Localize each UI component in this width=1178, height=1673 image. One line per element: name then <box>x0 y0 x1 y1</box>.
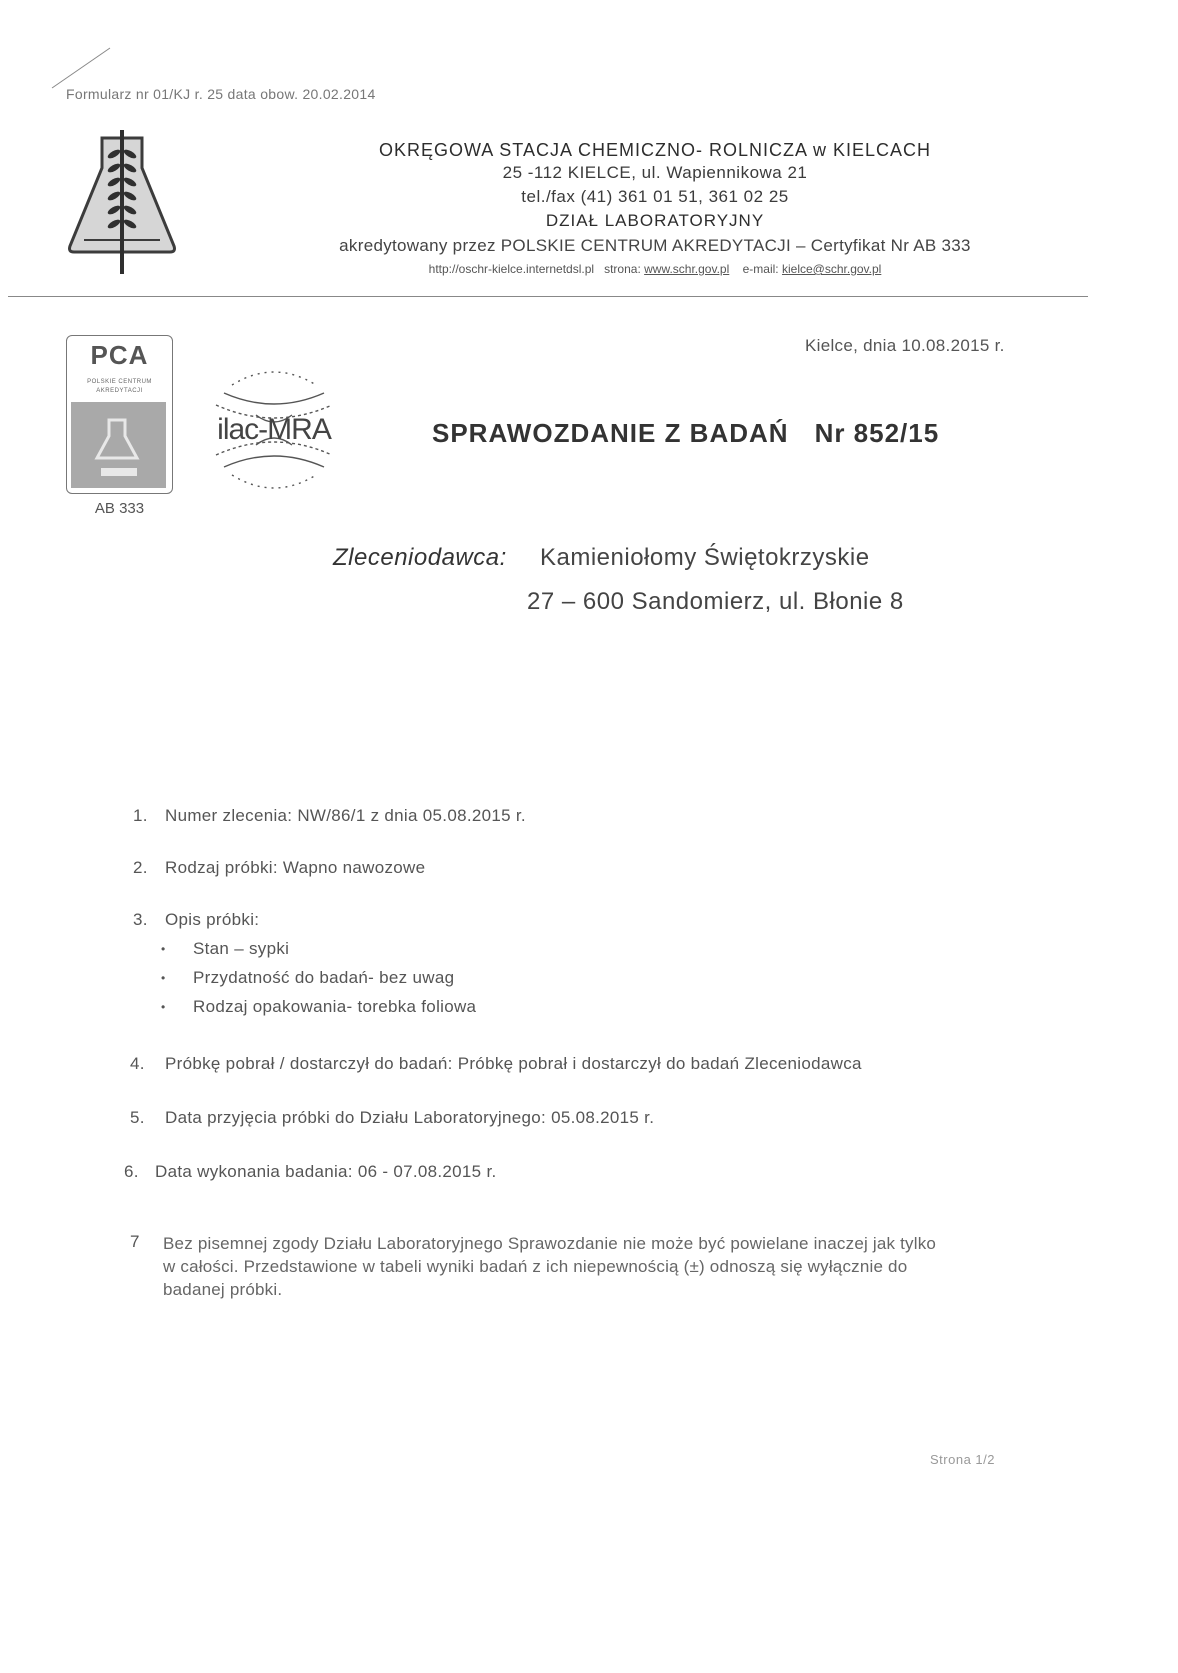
header-divider <box>8 296 1088 297</box>
report-number: Nr 852/15 <box>814 418 940 448</box>
item-text: Rodzaj próbki: Wapno nawozowe <box>165 858 426 877</box>
item-text: Opis próbki: <box>165 910 260 929</box>
item-3 <box>133 910 260 930</box>
item-number: 7 <box>130 1232 140 1251</box>
item-number: 3. <box>133 910 148 929</box>
client-name: Kamieniołomy Świętokrzyskie <box>540 544 870 571</box>
item-number: 1. <box>133 806 148 825</box>
item-number: 2. <box>133 858 148 877</box>
strona-label: strona: <box>604 262 641 276</box>
sample-bullet: • Przydatność do badań- bez uwag <box>161 968 455 987</box>
bullet-dot-icon: • <box>161 1000 166 1014</box>
form-number-line: Formularz nr 01/KJ r. 25 data obow. 20.02.2014 <box>66 86 376 102</box>
pca-accreditation-badge <box>66 335 173 494</box>
item-text: Numer zlecenia: NW/86/1 z dnia 05.08.2015 r. <box>165 806 526 825</box>
item-text: Data przyjęcia próbki do Działu Laboratoryjnego: 05.08.2015 r. <box>165 1108 655 1127</box>
client-address: 27 – 600 Sandomierz, ul. Błonie 8 <box>527 588 904 615</box>
report-title <box>432 418 939 449</box>
strona-url[interactable]: www.schr.gov.pl <box>644 262 730 276</box>
item-text: Data wykonania badania: 06 - 07.08.2015 r. <box>155 1162 497 1181</box>
item-5 <box>130 1108 655 1128</box>
accreditation-line: akredytowany przez POLSKIE CENTRUM AKREDYTACJI – Certyfikat Nr AB 333 <box>339 236 971 255</box>
ilac-mra-seal-icon <box>194 355 354 505</box>
flask-wheat-logo-icon <box>62 128 182 278</box>
page-number: Strona 1/2 <box>930 1452 995 1467</box>
institution-phone: tel./fax (41) 361 01 51, 361 02 25 <box>521 187 789 206</box>
pca-certificate-code: AB 333 <box>94 500 145 517</box>
email-link[interactable]: kielce@schr.gov.pl <box>781 262 882 276</box>
pca-subtitle-line2: AKREDYTACJI <box>96 388 143 394</box>
copy-restriction-note: Bez pisemnej zgody Działu Laboratoryjnego Sprawozdanie nie może być powielane inaczej jak tylko w całości. Przedstawione w tabeli wyniki badań z ich niepewnością (±) odnoszą się wyłącznie do badanej próbki. <box>163 1234 937 1299</box>
ilac-label: ilac-MRA <box>217 413 331 446</box>
item-6 <box>124 1162 497 1182</box>
item-number: 5. <box>130 1108 145 1127</box>
bullet-dot-icon: • <box>161 942 166 956</box>
report-title-text: SPRAWOZDANIE Z BADAŃ <box>432 418 789 448</box>
department-name: DZIAŁ LABORATORYJNY <box>545 211 765 230</box>
pca-subtitle-line1: POLSKIE CENTRUM <box>87 379 152 385</box>
item-number: 4. <box>130 1054 145 1073</box>
sample-bullet: • Stan – sypki <box>161 939 290 958</box>
pca-emblem-icon <box>71 402 166 488</box>
item-4 <box>130 1054 862 1074</box>
report-date: Kielce, dnia 10.08.2015 r. <box>805 336 1005 355</box>
contact-links-line <box>255 262 1055 276</box>
pca-title: PCA <box>90 340 149 370</box>
email-label: e-mail: <box>742 262 779 276</box>
sample-bullet: • Rodzaj opakowania- torebka foliowa <box>161 997 477 1016</box>
website-url[interactable]: http://oschr-kielce.internetdsl.pl <box>428 262 595 276</box>
item-text: Próbkę pobrał / dostarczył do badań: Próbkę pobrał i dostarczył do badań Zleceniodawca <box>165 1054 862 1073</box>
bullet-dot-icon: • <box>161 971 166 985</box>
item-1 <box>133 806 526 826</box>
client-label: Zleceniodawca: <box>333 544 507 571</box>
pen-stroke-mark <box>50 42 120 92</box>
item-number: 6. <box>124 1162 139 1181</box>
institution-name: OKRĘGOWA STACJA CHEMICZNO- ROLNICZA w KIELCACH <box>378 140 932 160</box>
item-7 <box>130 1232 140 1252</box>
item-2 <box>133 858 426 878</box>
institution-address: 25 -112 KIELCE, ul. Wapiennikowa 21 <box>502 163 808 182</box>
pca-subtitle <box>67 378 172 396</box>
